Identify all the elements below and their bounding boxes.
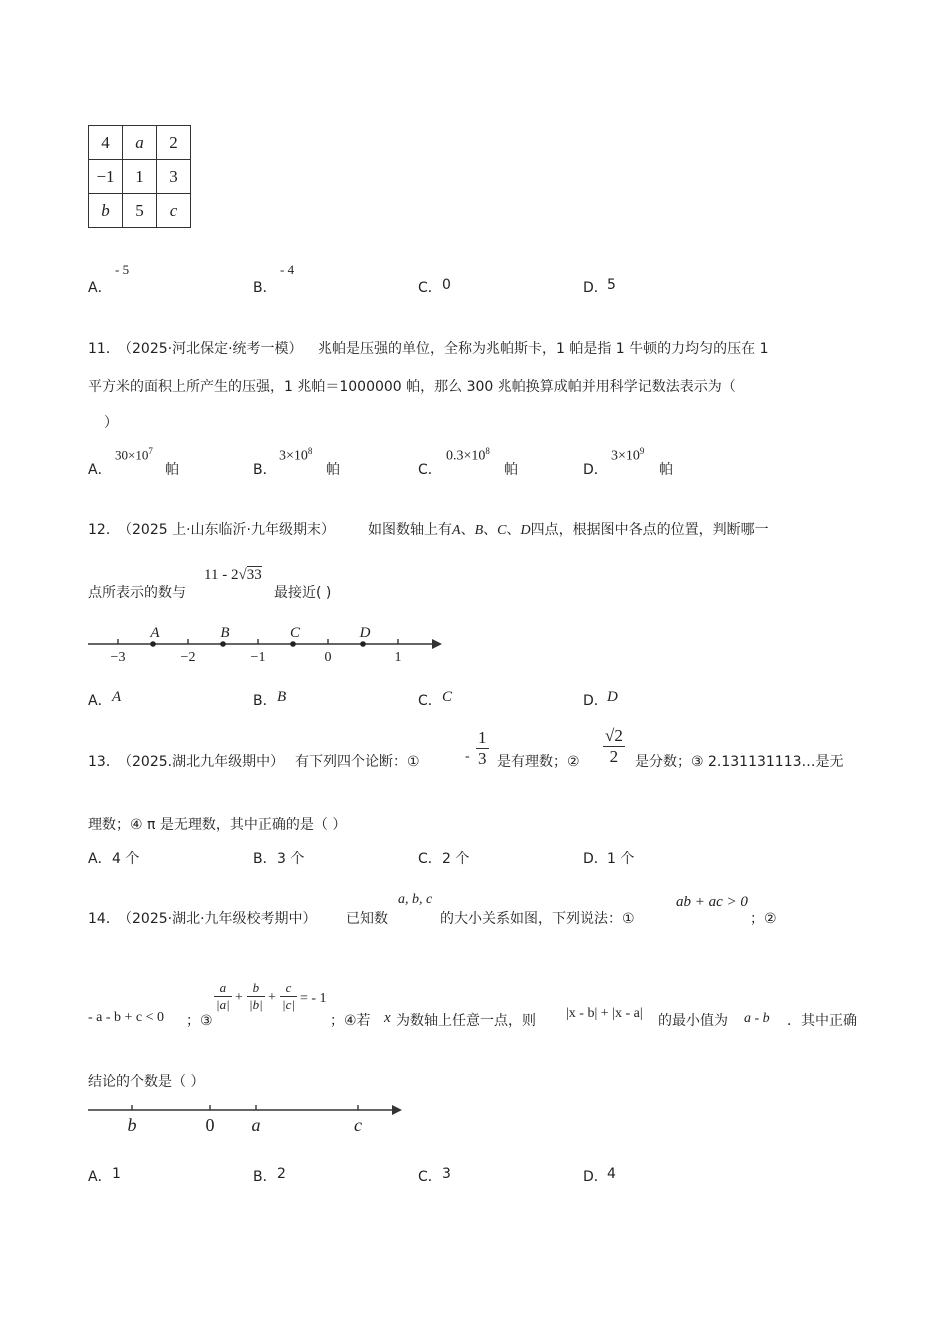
grid-cell: c — [157, 194, 191, 228]
option-label: C． — [418, 1169, 442, 1185]
option-value: $3\times 10^9$ — [611, 446, 645, 464]
option-value: 2 个 — [442, 851, 470, 867]
option-unit: 帕 — [326, 462, 340, 478]
arrow-icon — [392, 1105, 402, 1115]
option-value: 1 个 — [607, 851, 635, 867]
option-label: A． — [88, 280, 112, 296]
grid-cell: 5 — [123, 194, 157, 228]
question-source: （2025·河北保定·统考一模） — [118, 341, 303, 357]
question-text: 是分数；③ 2.131131113…是无 — [635, 754, 844, 770]
plus-sign: + — [235, 990, 243, 1005]
option-label: B． — [253, 1169, 277, 1185]
axis-label: b — [127, 1115, 137, 1135]
equation-result: = - 1 — [300, 991, 327, 1006]
option-unit: 帕 — [504, 462, 518, 478]
number-line-q12 — [86, 618, 446, 666]
question-text: ；③ — [186, 1013, 213, 1029]
question-number: 11． — [88, 341, 120, 357]
option-value: - 5 — [115, 262, 130, 277]
inequality-2: - a - b + c < 0 — [88, 1010, 165, 1025]
option-value: 1 — [112, 1166, 121, 1182]
grid-cell: 1 — [123, 160, 157, 194]
option-label: A． — [88, 851, 112, 867]
arrow-icon — [432, 639, 442, 649]
point-label: C — [289, 625, 301, 641]
option-label: B． — [253, 851, 277, 867]
grid-cell: −1 — [89, 160, 123, 194]
question-number: 13． — [88, 754, 120, 770]
question-number: 12． — [88, 522, 120, 538]
fraction-c-over-abs-c: $\frac{c}{|c|}$ — [282, 980, 295, 1012]
option-label: C． — [418, 851, 442, 867]
inequality-1: ab + ac > 0 — [676, 894, 748, 910]
minus-sign: - — [465, 749, 470, 764]
option-label: B． — [253, 462, 277, 478]
question-source: （2025 上·山东临沂·九年级期末） — [118, 522, 335, 538]
option-label: D． — [583, 462, 608, 478]
option-value: 3 个 — [277, 851, 305, 867]
variables: a, b, c — [398, 892, 433, 907]
option-value: $30\times 10^7$ — [115, 446, 153, 463]
option-value: C — [442, 689, 453, 705]
axis-label: 0 — [205, 1115, 215, 1135]
option-value: 5 — [607, 277, 616, 293]
option-unit: 帕 — [659, 462, 673, 478]
option-value: 3 — [442, 1166, 451, 1182]
fraction-one-third: $\frac{1}{3}$ — [478, 728, 487, 768]
axis-label: c — [354, 1115, 362, 1135]
question-text: 如图数轴上有A、B、C、D四点，根据图中各点的位置，判断哪一 — [368, 522, 769, 538]
fraction-a-over-abs-a: $\frac{a}{|a|}$ — [216, 980, 230, 1012]
point-marker — [360, 641, 366, 647]
grid-cell: 4 — [89, 126, 123, 160]
option-value: A — [112, 689, 122, 705]
absolute-value-expression: |x - b| + |x - a| — [566, 1006, 643, 1021]
grid-cell: a — [123, 126, 157, 160]
option-label: A． — [88, 462, 112, 478]
min-value: a - b — [744, 1011, 770, 1026]
question-text: 点所表示的数与 — [88, 585, 186, 601]
option-label: D． — [583, 851, 608, 867]
plus-sign: + — [268, 990, 276, 1005]
option-label: D． — [583, 693, 608, 709]
question-text: 理数；④ π 是无理数，其中正确的是（ ） — [88, 817, 347, 833]
radical-expression: 11 - 2√33 — [204, 567, 262, 583]
fraction-b-over-abs-b: $\frac{b}{|b|}$ — [249, 980, 263, 1012]
question-number: 14． — [88, 911, 120, 927]
option-unit: 帕 — [165, 462, 179, 478]
option-label: A． — [88, 693, 112, 709]
tick-label: 0 — [324, 650, 332, 665]
question-text: 已知数 — [346, 911, 388, 927]
question-text: 结论的个数是（ ） — [88, 1074, 205, 1090]
point-label: A — [150, 625, 160, 641]
fraction-root2-over-2: $\frac{√2}{2}$ — [605, 726, 623, 766]
question-source: （2025·湖北·九年级校考期中） — [118, 911, 317, 927]
question-text: 的大小关系如图，下列说法：① — [440, 911, 635, 927]
option-value: 2 — [277, 1166, 286, 1182]
variable-x: x — [384, 1010, 391, 1026]
option-value: 4 个 — [112, 851, 140, 867]
option-value: $3\times 10^8$ — [279, 446, 313, 464]
tick-label: −2 — [180, 650, 196, 665]
option-label: C． — [418, 280, 442, 296]
option-label: D． — [583, 1169, 608, 1185]
option-label: B． — [253, 693, 277, 709]
grid-cell: 3 — [157, 160, 191, 194]
question-text: 有下列四个论断：① — [295, 754, 420, 770]
point-label: B — [220, 625, 230, 641]
question-text: 兆帕是压强的单位，全称为兆帕斯卡，1 帕是指 1 牛顿的力均匀的压在 1 — [318, 341, 769, 357]
option-label: C． — [418, 462, 442, 478]
grid-cell: b — [89, 194, 123, 228]
question-text: 最接近( ) — [274, 585, 332, 601]
option-value: $0.3\times 10^8$ — [446, 446, 490, 464]
option-value: B — [277, 689, 287, 705]
option-value: - 4 — [280, 262, 295, 277]
magic-square-grid — [88, 125, 191, 228]
option-label: D． — [583, 280, 608, 296]
tick-label: −1 — [250, 650, 266, 665]
question-text: 是有理数；② — [497, 754, 580, 770]
grid-cell: 2 — [157, 126, 191, 160]
point-label: D — [359, 625, 371, 641]
option-label: B． — [253, 280, 277, 296]
point-marker — [290, 641, 296, 647]
tick-label: 1 — [394, 650, 402, 665]
question-text: ） — [104, 415, 118, 431]
question-text: ．其中正确 — [787, 1013, 857, 1029]
question-text: ；④若 — [330, 1013, 371, 1029]
question-source: （2025.湖北九年级期中） — [118, 754, 285, 770]
option-value: 0 — [442, 277, 451, 293]
option-label: C． — [418, 693, 442, 709]
number-line-q14 — [86, 1098, 406, 1138]
question-text: ；② — [750, 911, 777, 927]
question-text: 的最小值为 — [658, 1013, 728, 1029]
option-label: A． — [88, 1169, 112, 1185]
tick-label: −3 — [110, 650, 126, 665]
option-value: D — [607, 689, 618, 705]
question-text: 为数轴上任意一点，则 — [396, 1013, 536, 1029]
option-value: 4 — [607, 1166, 616, 1182]
point-marker — [150, 641, 156, 647]
point-marker — [220, 641, 226, 647]
axis-label: a — [251, 1115, 261, 1135]
question-text: 平方米的面积上所产生的压强，1 兆帕＝1000000 帕，那么 300 兆帕换算成帕并用科学记数法表示为（ — [88, 379, 736, 395]
